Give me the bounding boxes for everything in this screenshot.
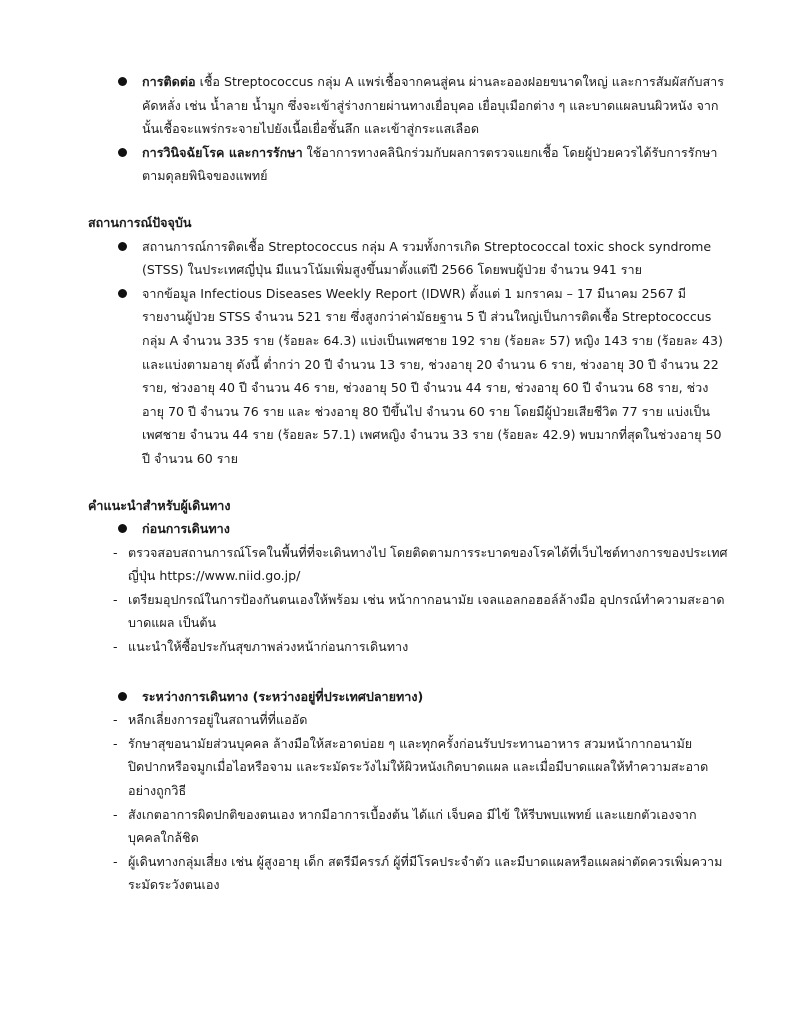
travel-advice-heading: คำแนะนำสำหรับผู้เดินทาง	[88, 497, 231, 513]
diagnosis-label: การวินิจฉัยโรค และการรักษา	[142, 144, 303, 160]
before-travel-item: - เตรียมอุปกรณ์ในการป้องกันตนเองให้พร้อม เช่น หน้ากากอนามัย เจลแอลกอฮอล์ล้างมือ อุปกรณ์ทำความสะอาดบาดแผล เป็นต้น	[88, 588, 728, 635]
during-travel-item: - หลีกเลี่ยงการอยู่ในสถานที่ที่แออัด	[88, 708, 728, 732]
transmission-text: เชื้อ Streptococcus กลุ่ม A แพร่เชื้อจากคนสู่คน ผ่านละอองฝอยขนาดใหญ่ และการสัมผัสกับสารคัดหลั่ง เช่น น้ำลาย น้ำมูก ซึ่งจะเข้าสู่ร่างกายผ่านทางเยื่อบุคอ เยื่อบุเมือกต่าง ๆ และบาดแผลบนผิวหนัง จากนั้นเชื้อจะแพร่กระจายไปยังเนื้อเยื่อชั้นลึก และเข้าสู่กระแสเลือด	[142, 74, 724, 137]
during-travel-item: - ผู้เดินทางกลุ่มเสี่ยง เช่น ผู้สูงอายุ เด็ก สตรีมีครรภ์ ผู้ที่มีโรคประจำตัว และมีบาดแผลหรือแผลผ่าตัดควรเพิ่มความระมัดระวังตนเอง	[88, 850, 728, 897]
during-travel-item: - สังเกตอาการผิดปกติของตนเอง หากมีอาการเบื้องต้น ได้แก่ เจ็บคอ มีไข้ ให้รีบพบแพทย์ และแยกตัวเองจากบุคคลใกล้ชิด	[88, 803, 728, 850]
situation-bullet: จากข้อมูล Infectious Diseases Weekly Report (IDWR) ตั้งแต่ 1 มกราคม – 17 มีนาคม 2567 มีรายงานผู้ป่วย STSS จำนวน 521 ราย ซึ่งสูงกว่าค่ามัธยฐาน 5 ปี ส่วนใหญ่เป็นการติดเชื้อ Streptococcus กลุ่ม A จำนวน 335 ราย (ร้อยละ 64.3) แบ่งเป็นเพศชาย 192 ราย (ร้อยละ 57) หญิง 143 ราย (ร้อยละ 43) และแบ่งตามอายุ ดังนี้ ต่ำกว่า 20 ปี จำนวน 13 ราย, ช่วงอายุ 20 จำนวน 6 ราย, ช่วงอายุ 30 ปี จำนวน 22 ราย, ช่วงอายุ 40 ปี จำนวน 46 ราย, ช่วงอายุ 50 ปี จำนวน 44 ราย, ช่วงอายุ 60 ปี จำนวน 68 ราย, ช่วงอายุ 70 ปี จำนวน 76 ราย และ ช่วงอายุ 80 ปีขึ้นไป จำนวน 60 ราย โดยมีผู้ป่วยเสียชีวิต 77 ราย แบ่งเป็นเพศชาย จำนวน 44 ราย (ร้อยละ 57.1) เพศหญิง จำนวน 33 ราย (ร้อยละ 42.9) พบมากที่สุดในช่วงอายุ 50 ปี จำนวน 60 ราย	[88, 282, 728, 471]
during-travel-list	[88, 708, 728, 897]
transmission-bullet	[88, 70, 728, 141]
during-travel-title: ระหว่างการเดินทาง (ระหว่างอยู่ที่ประเทศปลายทาง)	[88, 685, 728, 709]
document-body	[88, 70, 728, 897]
before-travel-list	[88, 541, 728, 659]
during-travel-item: - รักษาสุขอนามัยส่วนบุคคล ล้างมือให้สะอาดบ่อย ๆ และทุกครั้งก่อนรับประทานอาหาร สวมหน้ากากอนามัย ปิดปากหรือจมูกเมื่อไอหรือจาม และระมัดระวังไม่ให้ผิวหนังเกิดบาดแผล และเมื่อมีบาดแผลให้ทำความสะอาดอย่างถูกวิธี	[88, 732, 728, 803]
transmission-label: การติดต่อ	[142, 74, 196, 89]
diagnosis-text: ใช้อาการทางคลินิกร่วมกับผลการตรวจแยกเชื้อ โดยผู้ป่วยควรได้รับการรักษาตามดุลยพินิจของแพทย์	[142, 144, 718, 184]
diagnosis-bullet	[88, 141, 728, 188]
situation-bullet-list	[88, 235, 728, 471]
before-travel-item: - ตรวจสอบสถานการณ์โรคในพื้นที่ที่จะเดินทางไป โดยติดตามการระบาดของโรคได้ที่เว็บไซต์ทางการของประเทศญี่ปุ่น https://www.niid.go.jp/	[88, 541, 728, 588]
intro-bullet-list	[88, 70, 728, 188]
situation-bullet: สถานการณ์การติดเชื้อ Streptococcus กลุ่ม A รวมทั้งการเกิด Streptococcal toxic shock syndrome (STSS) ในประเทศญี่ปุ่น มีแนวโน้มเพิ่มสูงขึ้นมาตั้งแต่ปี 2566 โดยพบผู้ป่วย จำนวน 941 ราย	[88, 235, 728, 282]
before-travel-item: - แนะนำให้ซื้อประกันสุขภาพล่วงหน้าก่อนการเดินทาง	[88, 635, 728, 659]
situation-heading: สถานการณ์ปัจจุบัน	[88, 214, 192, 230]
before-travel-title: ก่อนการเดินทาง	[88, 517, 728, 541]
